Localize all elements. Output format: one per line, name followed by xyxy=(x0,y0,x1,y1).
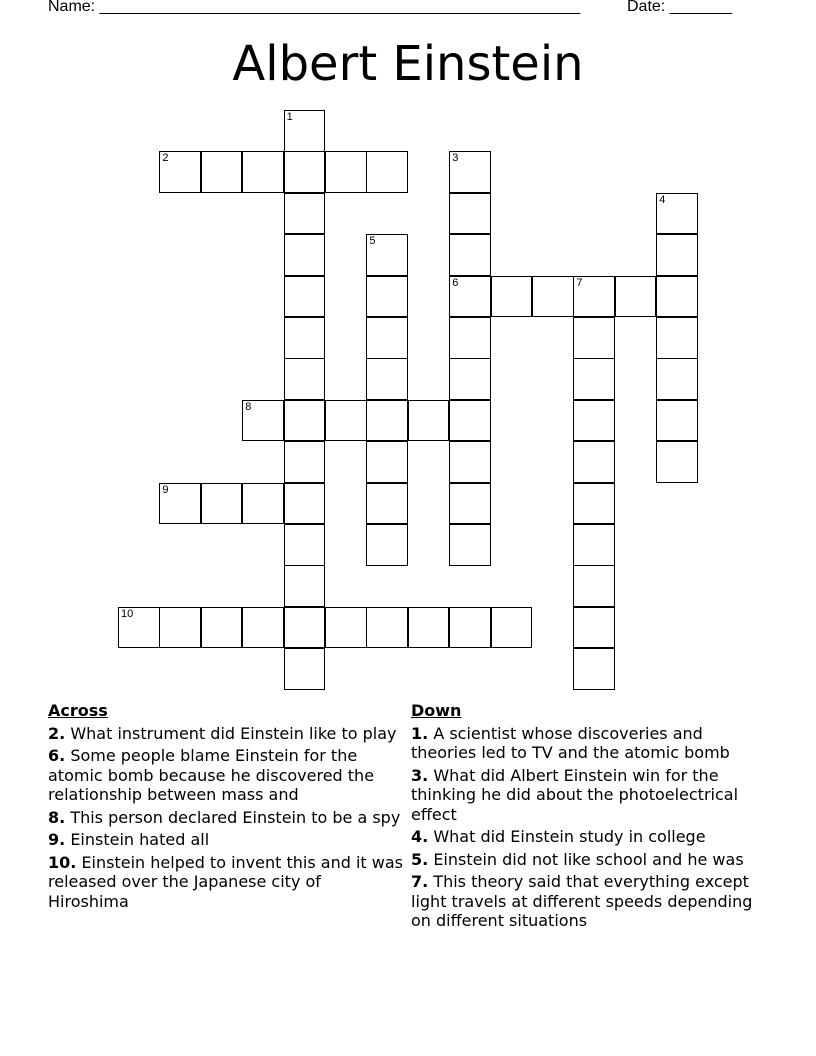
clue-number: 9. xyxy=(48,830,66,849)
grid-cell[interactable] xyxy=(656,400,698,442)
clue-number-label: 5 xyxy=(369,235,376,248)
grid-cell[interactable] xyxy=(284,565,326,607)
grid-cell[interactable] xyxy=(366,524,408,566)
grid-cell[interactable] xyxy=(284,607,326,649)
grid-cell[interactable] xyxy=(656,441,698,483)
clue-number: 4. xyxy=(411,827,429,846)
grid-cell[interactable] xyxy=(573,400,615,442)
clue-number: 6. xyxy=(48,746,66,765)
name-field[interactable]: Name: ______________________________________________________ xyxy=(48,0,581,15)
grid-cell[interactable] xyxy=(449,276,491,318)
grid-cell[interactable] xyxy=(366,400,408,442)
clue-number-label: 6 xyxy=(452,276,459,289)
clue-text: What did Albert Einstein win for the thinking he did about the photoelectrical effect xyxy=(411,765,739,824)
across-clue xyxy=(48,724,404,744)
grid-cell[interactable] xyxy=(201,607,243,649)
grid-cell[interactable] xyxy=(573,565,615,607)
clue-number: 2. xyxy=(48,723,66,743)
clue-text: This theory said that everything except light travels at different speeds depending on different situations xyxy=(411,872,753,930)
grid-cell[interactable] xyxy=(656,317,698,359)
grid-cell[interactable] xyxy=(242,607,284,649)
grid-cell[interactable] xyxy=(573,483,615,525)
grid-cell[interactable] xyxy=(449,151,491,193)
grid-cell[interactable] xyxy=(366,483,408,525)
clue-number-label: 1 xyxy=(286,111,293,123)
grid-cell[interactable] xyxy=(284,151,326,193)
grid-cell[interactable] xyxy=(656,193,698,235)
across-heading: Across xyxy=(48,701,108,720)
grid-cell[interactable] xyxy=(284,483,326,525)
grid-cell[interactable] xyxy=(656,358,698,400)
grid-cell[interactable] xyxy=(284,358,326,400)
across-clue xyxy=(48,853,404,912)
page-title: Albert Einstein xyxy=(232,36,584,92)
grid-cell[interactable] xyxy=(366,607,408,649)
grid-cell[interactable] xyxy=(366,441,408,483)
grid-cell[interactable] xyxy=(449,193,491,235)
grid-cell[interactable] xyxy=(325,151,367,193)
grid-cell[interactable] xyxy=(284,441,326,483)
clue-text: Einstein helped to invent this and it was released over the Japanese city of Hiroshima xyxy=(48,852,403,911)
grid-cell[interactable] xyxy=(408,400,450,442)
grid-cell[interactable] xyxy=(284,234,326,276)
clue-text: What instrument did Einstein like to play xyxy=(70,723,397,743)
grid-cell[interactable] xyxy=(449,607,491,649)
grid-cell[interactable] xyxy=(449,441,491,483)
grid-cell[interactable] xyxy=(201,483,243,525)
down-heading: Down xyxy=(411,701,462,720)
clue-number: 1. xyxy=(411,723,429,743)
clue-number-label: 2 xyxy=(162,152,169,165)
grid-cell[interactable] xyxy=(242,400,284,442)
grid-cell[interactable] xyxy=(573,358,615,400)
grid-cell[interactable] xyxy=(573,317,615,359)
grid-cell[interactable] xyxy=(532,276,574,318)
clue-number: 10. xyxy=(48,852,77,872)
grid-cell[interactable] xyxy=(118,607,160,649)
across-clues xyxy=(48,701,404,914)
clue-number: 8. xyxy=(48,807,66,827)
clue-number-label: 4 xyxy=(659,193,666,206)
grid-cell[interactable] xyxy=(201,151,243,193)
grid-cell[interactable] xyxy=(284,193,326,235)
grid-cell[interactable] xyxy=(284,400,326,442)
grid-cell[interactable] xyxy=(449,234,491,276)
grid-cell[interactable] xyxy=(284,110,326,152)
down-clue xyxy=(411,766,771,825)
clue-text: This person declared Einstein to be a spy xyxy=(70,807,401,827)
clue-number: 5. xyxy=(411,849,429,869)
clue-number-label: 7 xyxy=(576,276,583,289)
date-field[interactable]: Date: _______ xyxy=(627,0,732,15)
clue-text: What did Einstein study in college xyxy=(433,827,706,846)
grid-cell[interactable] xyxy=(573,524,615,566)
grid-cell[interactable] xyxy=(449,358,491,400)
grid-cell[interactable] xyxy=(491,276,533,318)
grid-cell[interactable] xyxy=(366,151,408,193)
clue-text: Einstein hated all xyxy=(70,830,210,849)
down-clue xyxy=(411,827,771,847)
grid-cell[interactable] xyxy=(615,276,657,318)
grid-cell[interactable] xyxy=(656,276,698,318)
grid-cell[interactable] xyxy=(325,400,367,442)
grid-cell[interactable] xyxy=(284,648,326,690)
grid-cell[interactable] xyxy=(366,276,408,318)
clue-number-label: 10 xyxy=(121,607,134,620)
grid-cell[interactable] xyxy=(408,607,450,649)
grid-cell[interactable] xyxy=(573,648,615,690)
grid-cell[interactable] xyxy=(573,441,615,483)
grid-cell[interactable] xyxy=(449,483,491,525)
clue-number: 7. xyxy=(411,872,429,891)
grid-cell[interactable] xyxy=(159,607,201,649)
clue-text: Einstein did not like school and he was xyxy=(433,849,744,869)
grid-cell[interactable] xyxy=(242,151,284,193)
grid-cell[interactable] xyxy=(325,607,367,649)
grid-cell[interactable] xyxy=(449,524,491,566)
across-clue xyxy=(48,746,404,805)
clue-text: Some people blame Einstein for the atomic bomb because he discovered the relationship between mass and xyxy=(48,746,375,804)
grid-cell[interactable] xyxy=(284,524,326,566)
down-clue xyxy=(411,724,771,763)
clue-text: A scientist whose discoveries and theories led to TV and the atomic bomb xyxy=(411,723,730,762)
down-clue xyxy=(411,850,771,870)
clue-number: 3. xyxy=(411,765,429,785)
grid-cell[interactable] xyxy=(366,234,408,276)
grid-cell[interactable] xyxy=(159,483,201,525)
grid-cell[interactable] xyxy=(366,317,408,359)
grid-cell[interactable] xyxy=(573,276,615,318)
down-clue xyxy=(411,872,771,931)
grid-cell[interactable] xyxy=(656,234,698,276)
clue-number-label: 8 xyxy=(245,400,252,413)
grid-cell[interactable] xyxy=(284,317,326,359)
across-clue xyxy=(48,808,404,828)
grid-cell[interactable] xyxy=(284,276,326,318)
grid-cell[interactable] xyxy=(449,317,491,359)
grid-cell[interactable] xyxy=(366,358,408,400)
clue-number-label: 3 xyxy=(452,152,459,165)
down-clues xyxy=(411,701,771,934)
grid-cell[interactable] xyxy=(573,607,615,649)
grid-cell[interactable] xyxy=(491,607,533,649)
clue-number-label: 9 xyxy=(162,483,169,496)
across-clue xyxy=(48,830,404,850)
grid-cell[interactable] xyxy=(449,400,491,442)
grid-cell[interactable] xyxy=(242,483,284,525)
grid-cell[interactable] xyxy=(159,151,201,193)
